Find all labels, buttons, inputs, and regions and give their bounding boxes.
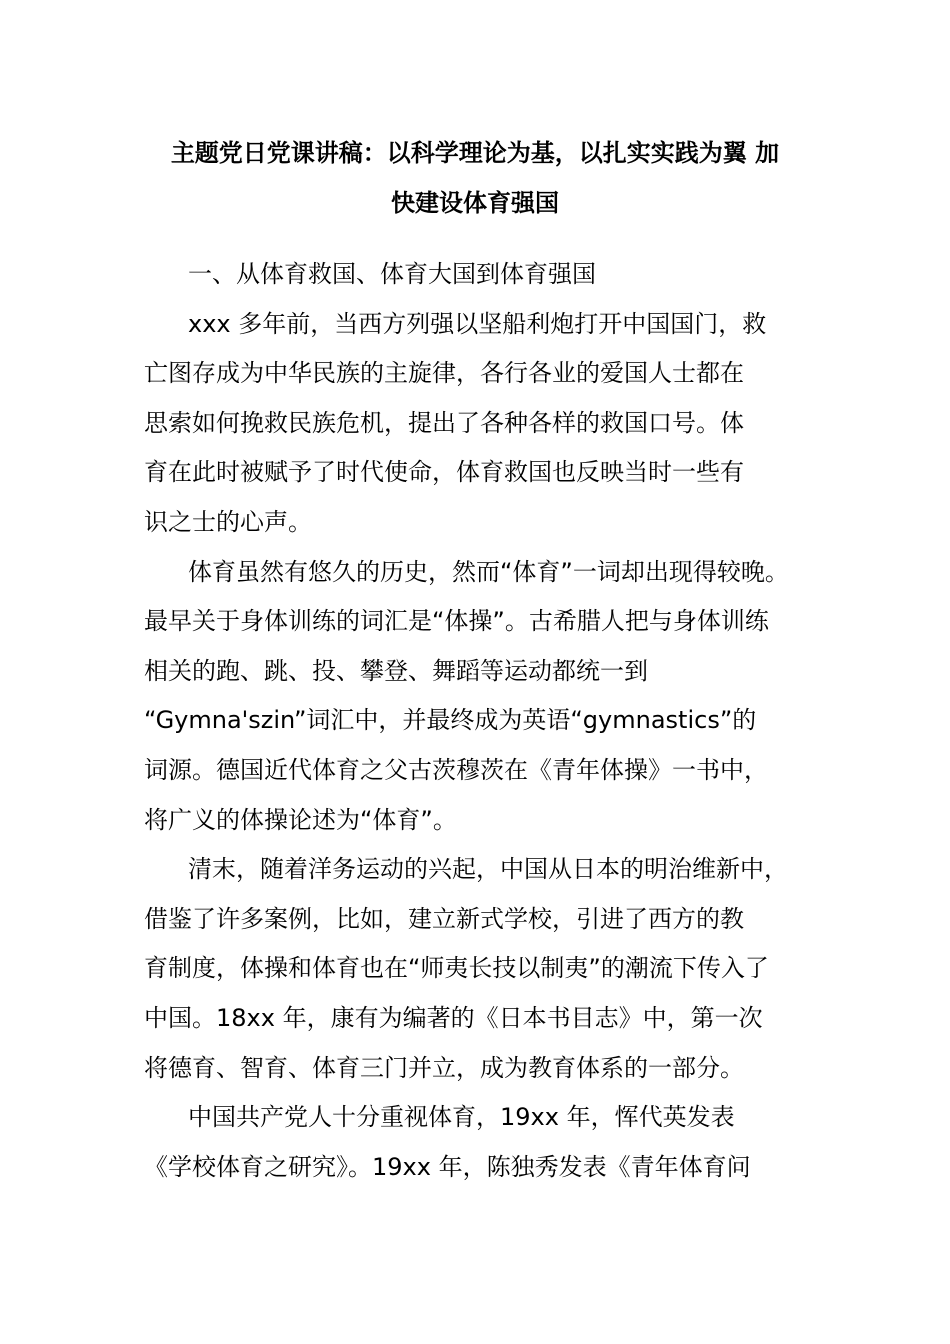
paragraph-line: 将德育、智育、体育三门并立，成为教育体系的一部分。: [144, 1053, 744, 1082]
paragraph-line: 将广义的体操论述为“体育”。: [144, 805, 457, 834]
title-line: 快建设体育强国: [391, 189, 559, 217]
paragraph-line: 思索如何挽救民族危机，提出了各种各样的救国口号。体: [144, 408, 744, 437]
paragraph-line: 最早关于身体训练的词汇是“体操”。古希腊人把与身体训练: [144, 607, 769, 636]
paragraph-line: 中国共产党人十分重视体育，19xx 年，恽代英发表: [188, 1103, 735, 1132]
document-body: [144, 250, 824, 1192]
paragraph-line: “Gymna'szin”词汇中，并最终成为英语“gymnastics”的: [144, 706, 757, 735]
paragraph-line: 亡图存成为中华民族的主旋律，各行各业的爱国人士都在: [144, 359, 744, 388]
paragraph-line: 识之士的心声。: [144, 507, 312, 536]
paragraph-line: 《学校体育之研究》。19xx 年，陈独秀发表《青年体育问: [144, 1152, 751, 1181]
paragraph-line: 借鉴了许多案例，比如，建立新式学校，引进了西方的教: [144, 904, 744, 933]
paragraph-line: 育制度，体操和体育也在“师夷长技以制夷”的潮流下传入了: [144, 954, 769, 983]
paragraph-line: 体育虽然有悠久的历史，然而“体育”一词却出现得较晚。: [188, 557, 789, 586]
title-line: 主题党日党课讲稿：以科学理论为基，以扎实实践为翼 加: [170, 139, 780, 167]
document-title: [144, 128, 806, 228]
paragraph-line: 清末，随着洋务运动的兴起，中国从日本的明治维新中，: [188, 855, 788, 884]
paragraph-line: 词源。德国近代体育之父古茨穆茨在《青年体操》一书中，: [144, 755, 768, 784]
paragraph-line: 育在此时被赋予了时代使命，体育救国也反映当时一些有: [144, 458, 744, 487]
paragraph-line: 相关的跑、跳、投、攀登、舞蹈等运动都统一到: [144, 656, 648, 685]
paragraph-line: xxx 多年前，当西方列强以坚船利炮打开中国国门，救: [188, 309, 767, 338]
section-heading: 一、从体育救国、体育大国到体育强国: [188, 260, 596, 288]
paragraph-line: 中国。18xx 年，康有为编著的《日本书目志》中，第一次: [144, 1003, 763, 1032]
